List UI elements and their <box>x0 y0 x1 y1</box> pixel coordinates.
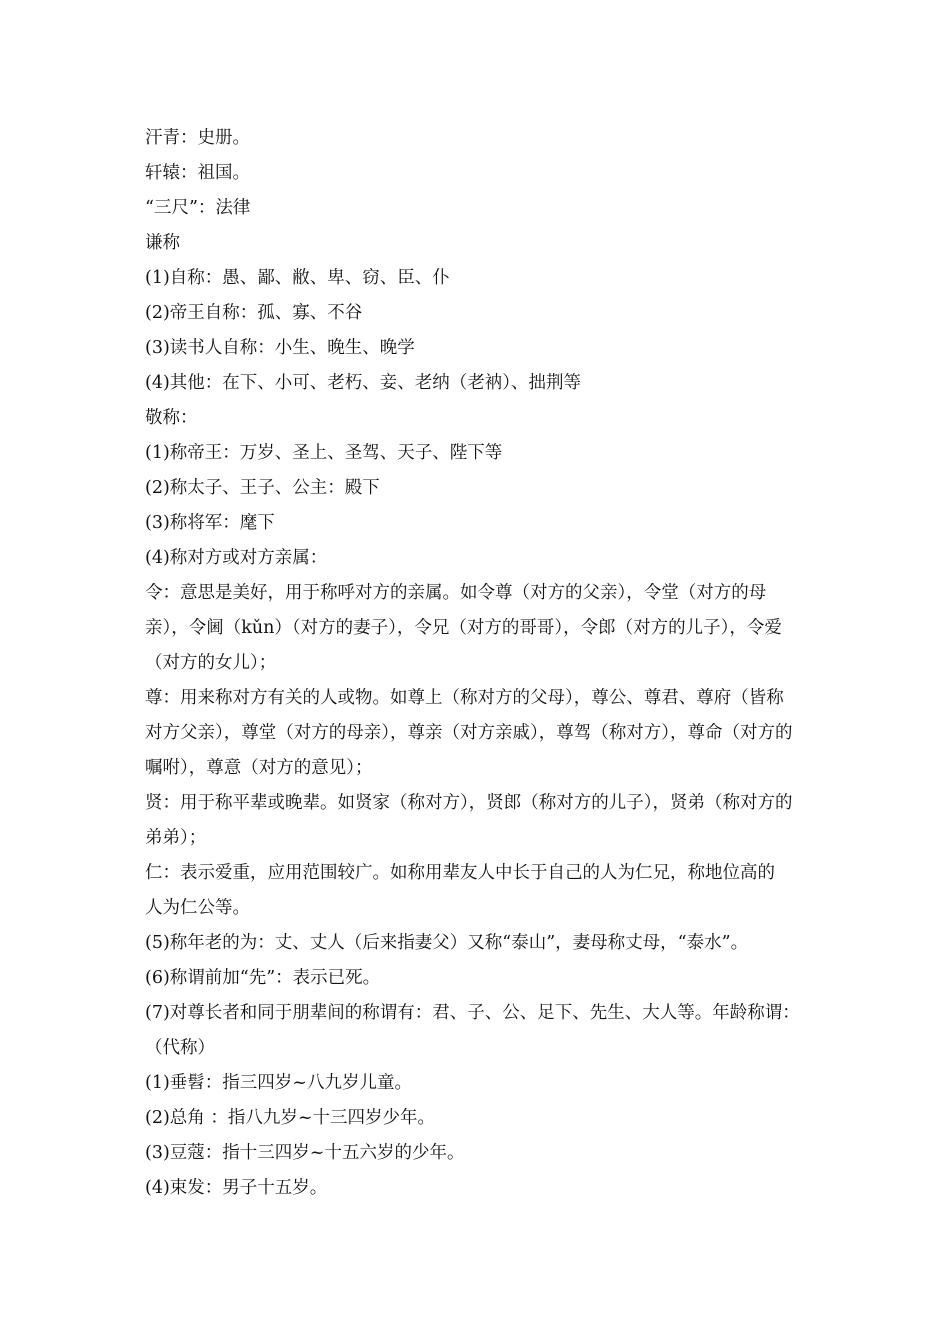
text-line: 弟弟）； <box>145 828 207 848</box>
text-line: (2)帝王自称：孤、寡、不谷 <box>145 303 363 323</box>
text-line: 汗青：史册。 <box>145 128 250 148</box>
text-line: 尊：用来称对方有关的人或物。如尊上（称对方的父母），尊公、尊君、尊府（皆称 <box>145 688 784 708</box>
text-line: 轩辕：祖国。 <box>145 163 250 183</box>
text-line: 令：意思是美好，用于称呼对方的亲属。如令尊（对方的父亲），令堂（对方的母 <box>145 583 767 603</box>
text-line: (6)称谓前加“先”：表示已死。 <box>145 968 381 988</box>
text-line: (7)对尊长者和同于朋辈间的称谓有：君、子、公、足下、先生、大人等。年龄称谓： <box>145 1003 800 1023</box>
text-line: 贤：用于称平辈或晚辈。如贤家（称对方），贤郎（称对方的儿子），贤弟（称对方的 <box>145 793 793 813</box>
text-line: “三尺”：法律 <box>145 198 251 218</box>
text-line: (5)称年老的为：丈、丈人（后来指妻父）又称“泰山”，妻母称丈母，“泰水”。 <box>145 933 749 953</box>
text-line: (4)称对方或对方亲属： <box>145 548 328 568</box>
section-heading: 谦称 <box>145 233 180 253</box>
text-line: (4)其他：在下、小可、老朽、妾、老纳（老衲）、拙荆等 <box>145 373 582 393</box>
section-heading: 敬称： <box>145 408 198 428</box>
text-line: (1)自称：愚、鄙、敝、卑、窃、臣、仆 <box>145 268 450 288</box>
text-line: （对方的女儿）； <box>145 653 277 673</box>
text-line: 嘱咐），尊意（对方的意见）； <box>145 758 373 778</box>
text-line: 对方父亲），尊堂（对方的母亲），尊亲（对方亲戚），尊驾（称对方），尊命（对方的 <box>145 723 793 743</box>
text-line: (3)豆蔻：指十三四岁~十五六岁的少年。 <box>145 1143 465 1163</box>
text-line: 仁：表示爱重，应用范围较广。如称用辈友人中长于自己的人为仁兄，称地位高的 <box>145 863 775 883</box>
text-line: (1)称帝王：万岁、圣上、圣驾、天子、陛下等 <box>145 443 503 463</box>
text-line: (2)称太子、王子、公主：殿下 <box>145 478 380 498</box>
text-line: (2)总角 ：指八九岁~十三四岁少年。 <box>145 1108 436 1128</box>
document-body <box>145 121 810 1206</box>
text-line: (3)读书人自称：小生、晚生、晚学 <box>145 338 415 358</box>
text-line: 亲），令阃（kǔn）（对方的妻子），令兄（对方的哥哥），令郎（对方的儿子），令爱 <box>145 618 782 638</box>
text-line: (1)垂髫：指三四岁~八九岁儿童。 <box>145 1073 412 1093</box>
text-line: (3)称将军：麾下 <box>145 513 275 533</box>
text-line: （代称） <box>145 1038 215 1058</box>
text-line: (4)束发：男子十五岁。 <box>145 1178 328 1198</box>
text-line: 人为仁公等。 <box>145 898 250 918</box>
